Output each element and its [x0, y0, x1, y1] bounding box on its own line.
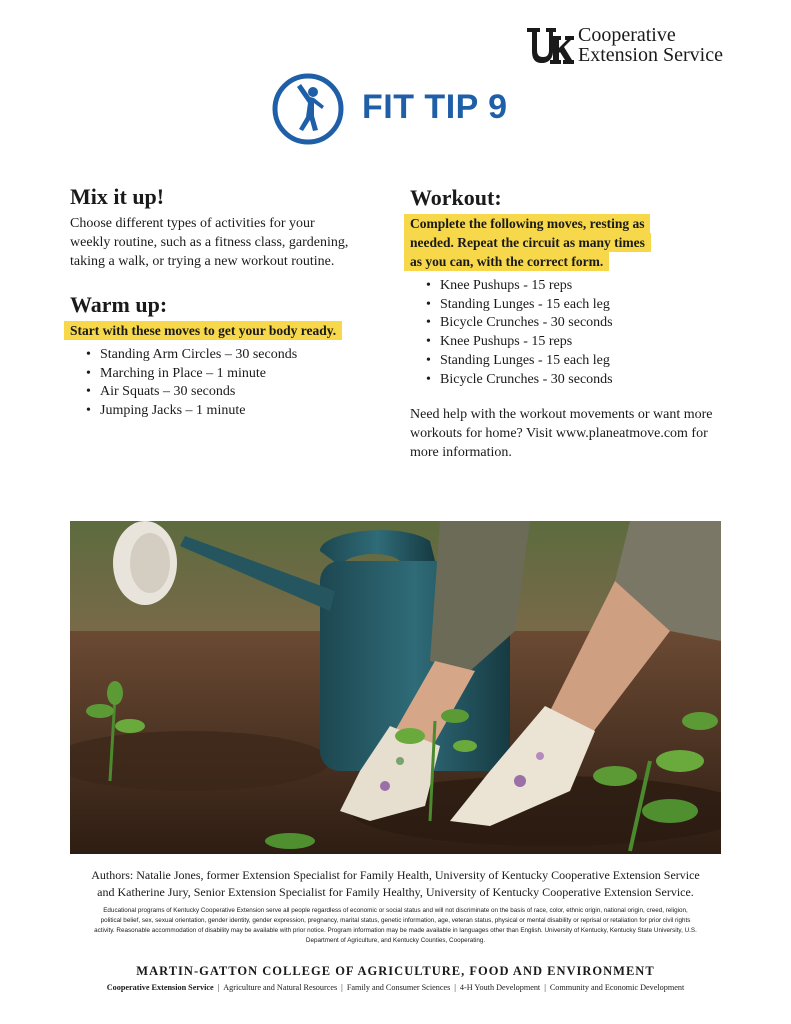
workout-highlight-line: as you can, with the correct form.	[404, 252, 609, 271]
list-item: • Standing Lunges - 15 each leg	[426, 296, 613, 315]
unit-name: 4-H Youth Development	[459, 983, 541, 992]
warmup-highlight-text: Start with these moves to get your body ready.	[64, 321, 342, 340]
list-item: • Bicycle Crunches - 30 seconds	[426, 371, 613, 390]
mix-line: Choose different types of activities for your	[70, 216, 315, 231]
workout-heading: Workout:	[410, 185, 502, 210]
org-name-line1: Cooperative	[578, 24, 676, 46]
workout-list	[426, 277, 613, 389]
unit-name: Cooperative Extension Service	[106, 983, 214, 992]
list-item: • Knee Pushups - 15 reps	[426, 333, 613, 352]
org-name-line2: Extension Service	[578, 44, 723, 66]
authors-line: and Katherine Jury, Senior Extension Specialist for Family Healthy, University of Kentucky Cooperative Extension Service.	[97, 885, 694, 899]
gardening-photo	[70, 521, 721, 854]
list-item: • Marching in Place – 1 minute	[86, 365, 297, 384]
authors-line: Authors: Natalie Jones, former Extension Specialist for Family Health, University of Kentucky Cooperative Extension Service	[91, 868, 700, 882]
authors	[60, 867, 731, 901]
list-item: • Standing Lunges - 15 each leg	[426, 352, 613, 371]
list-item: • Bicycle Crunches - 30 seconds	[426, 314, 613, 333]
mix-paragraph	[70, 214, 390, 271]
help-line: workouts for home? Visit www.planeatmove.com for	[410, 426, 708, 441]
help-paragraph	[410, 405, 750, 462]
mix-heading: Mix it up!	[70, 184, 165, 209]
uk-logo-mark	[526, 26, 574, 66]
unit-name: Agriculture and Natural Resources	[223, 983, 338, 992]
list-item: • Air Squats – 30 seconds	[86, 383, 297, 402]
separator: |	[544, 983, 546, 992]
page-title: FIT TIP 9	[362, 88, 508, 126]
help-line: Need help with the workout movements or want more	[410, 407, 713, 422]
units-line	[40, 983, 751, 992]
unit-name: Family and Consumer Sciences	[346, 983, 451, 992]
list-item: • Knee Pushups - 15 reps	[426, 277, 613, 296]
college-name: MARTIN-GATTON COLLEGE OF AGRICULTURE, FOOD AND ENVIRONMENT	[136, 964, 655, 978]
separator: |	[217, 983, 220, 992]
mix-line: weekly routine, such as a fitness class, gardening,	[70, 235, 349, 250]
mix-line: taking a walk, or trying a new workout routine.	[70, 254, 335, 269]
list-item: • Jumping Jacks – 1 minute	[86, 402, 297, 421]
disclaimer: Educational programs of Kentucky Cooperative Extension serve all people regardless of economic or social status and will not discriminate on the basis of race, color, ethnic origin, national origin, creed, religion, political belief, sex, sexual orientation, gender identity, gender expression, pregnancy, marital status, genetic information, age, veteran status, physical or mental disability or reprisal or retaliation for prior civil rights activity. Reasonable accommodation of disability may be available with prior notice. Program information may be made available in languages other than English. University of Kentucky, Kentucky State University, U.S. Department of Agriculture, and Kentucky Counties, Cooperating.	[94, 907, 697, 944]
workout-highlight-line: needed. Repeat the circuit as many times	[404, 233, 651, 252]
separator: |	[341, 983, 343, 992]
warmup-heading: Warm up:	[70, 292, 168, 317]
list-item: • Standing Arm Circles – 30 seconds	[86, 346, 297, 365]
uk-extension-logo	[526, 24, 746, 68]
warmup-highlight	[64, 321, 342, 340]
workout-highlight-line: Complete the following moves, resting as	[404, 214, 650, 233]
person-stretching-icon	[272, 73, 344, 145]
org-name	[578, 25, 723, 65]
help-line: more information.	[410, 445, 512, 460]
workout-highlight	[404, 214, 651, 271]
separator: |	[454, 983, 456, 992]
warmup-list	[86, 346, 297, 421]
unit-name: Community and Economic Development	[549, 983, 685, 992]
